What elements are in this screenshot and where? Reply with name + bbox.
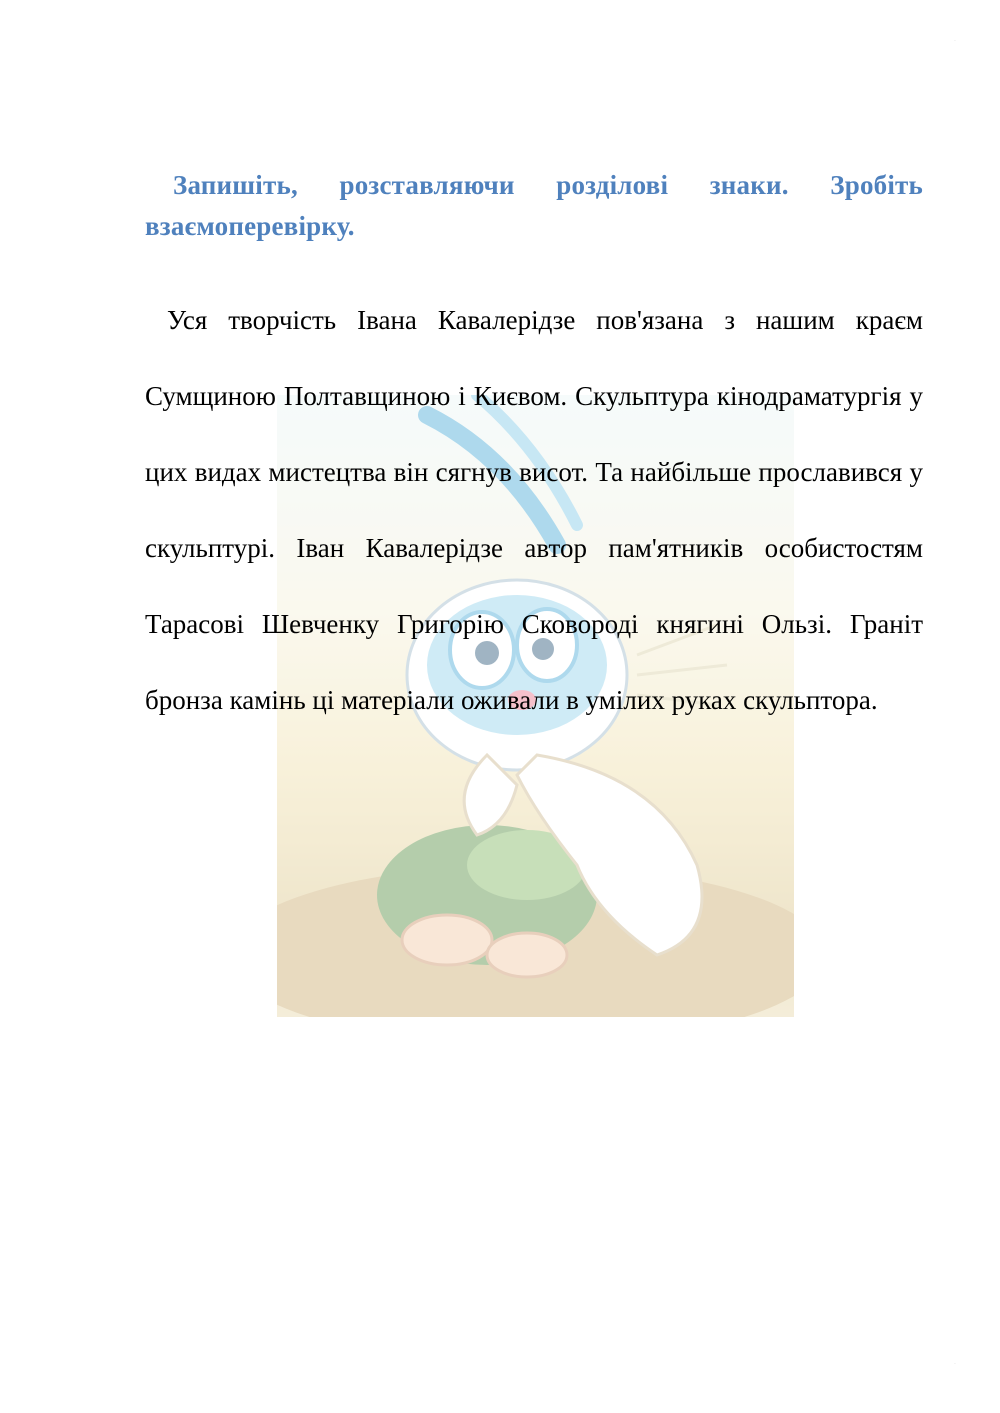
corner-dot-top-right: · [954,38,956,45]
dictation-passage: Уся творчість Івана Кавалерідзе пов'язана з нашим краєм Сумщиною Полтавщиною і Києвом. Скульптура кінодраматургія у цих видах мистецтва він сягнув висот. Та найбільше прославився у скульптурі. Іван Кавалерідзе автор пам'ятників особистостям Тарасові Шевченку Григорію Сковороді княгині Ользі. Граніт бронза камінь ці матеріали оживали в умілих руках скульптора. [145,305,923,715]
hare-foot-right [487,933,567,977]
hare-foot-left [402,915,492,965]
corner-dot-bottom-right: · [954,1361,956,1368]
task-instruction: Запишіть, розставляючи розділові знаки. Зробіть взаємоперевірку. [145,170,923,241]
